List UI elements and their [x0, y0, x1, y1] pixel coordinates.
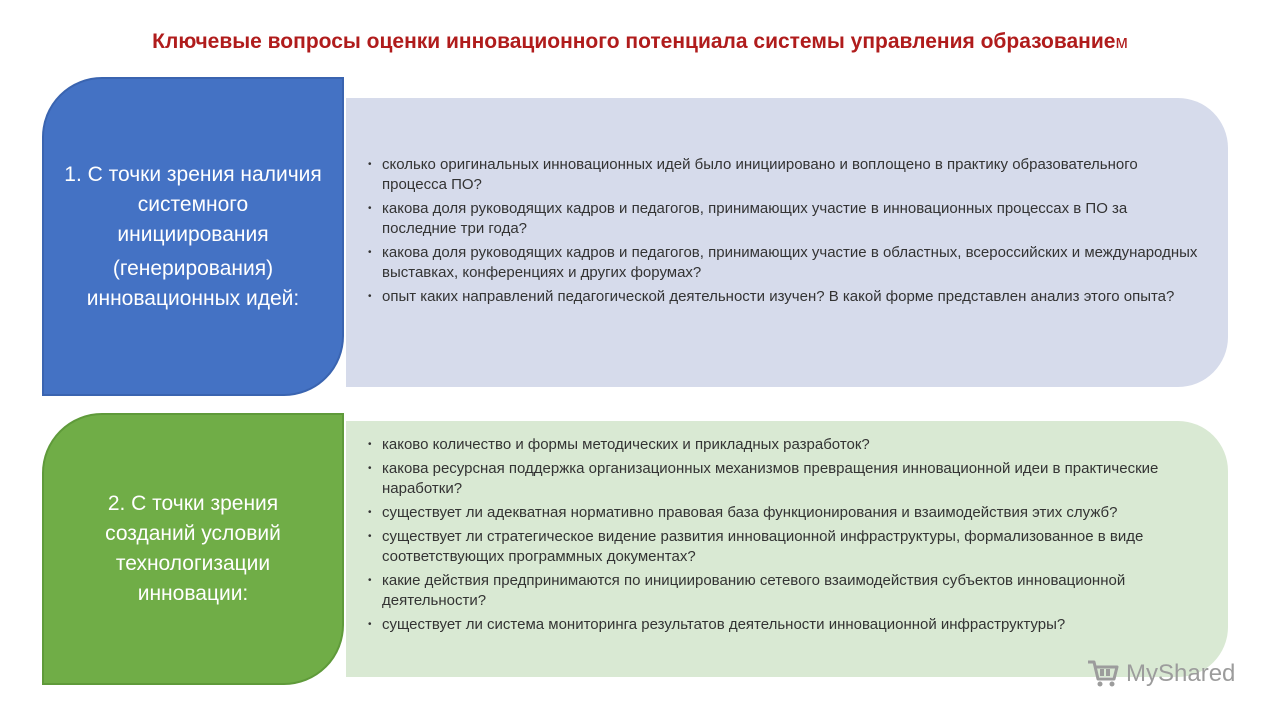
- list-item-text: какова ресурсная поддержка организационных механизмов превращения инновационной идеи в практические наработки?: [382, 460, 1159, 497]
- list-item: [368, 199, 1198, 239]
- bullet-icon: •: [368, 531, 372, 542]
- list-item-text: существует ли стратегическое видение развития инновационной инфраструктуры, формализованное в виде соответствующих программных документах?: [382, 528, 1144, 565]
- watermark-my: My: [1126, 660, 1158, 687]
- list-item-text: существует ли адекватная нормативно правовая база функционирования и взаимодействия этих служб?: [382, 504, 1118, 521]
- list-item-text: опыт каких направлений педагогической деятельности изучен? В какой форме представлен анализ этого опыта?: [382, 288, 1175, 305]
- list-item: [368, 503, 1198, 523]
- list-item: [368, 527, 1198, 567]
- section-1-question-list: [368, 155, 1198, 311]
- list-item-text: каково количество и формы методических и прикладных разработок?: [382, 436, 870, 453]
- slide-title-main: Ключевые вопросы оценки инновационного потенциала системы управления образование: [152, 30, 1116, 53]
- list-item-text: какова доля руководящих кадров и педагогов, принимающих участие в областных, всероссийских и международных выставках, конференциях и других форумах?: [382, 244, 1198, 281]
- section-1-label-line-1: 1. С точки зрения наличия системного инициирования: [64, 162, 322, 246]
- list-item-text: какие действия предпринимаются по инициированию сетевого взаимодействия субъектов инновационной деятельности?: [382, 572, 1126, 609]
- list-item: [368, 435, 1198, 455]
- list-item-text: сколько оригинальных инновационных идей было инициировано и воплощено в практику образовательного процесса ПО?: [382, 156, 1138, 193]
- bullet-icon: •: [368, 507, 372, 518]
- list-item: [368, 571, 1198, 611]
- myshared-watermark: [1086, 656, 1235, 692]
- section-2-label: 2. С точки зрения созданий условий технологизации инновации:: [105, 492, 281, 605]
- bullet-icon: •: [368, 575, 372, 586]
- bullet-icon: •: [368, 203, 372, 214]
- section-1-label-box: [42, 77, 344, 396]
- bullet-icon: •: [368, 619, 372, 630]
- list-item-text: какова доля руководящих кадров и педагогов, принимающих участие в инновационных процессах в ПО за последние три года?: [382, 200, 1128, 237]
- bullet-icon: •: [368, 247, 372, 258]
- cart-logo-icon: [1086, 659, 1120, 689]
- section-2-label-box: [42, 413, 344, 685]
- list-item: [368, 287, 1198, 307]
- watermark-shared: Shared: [1158, 660, 1236, 687]
- slide-title: [0, 28, 1280, 56]
- bullet-icon: •: [368, 159, 372, 170]
- bullet-icon: •: [368, 291, 372, 302]
- list-item: [368, 243, 1198, 283]
- list-item: [368, 155, 1198, 195]
- bullet-icon: •: [368, 439, 372, 450]
- list-item: [368, 615, 1198, 635]
- bullet-icon: •: [368, 463, 372, 474]
- section-1-label-line-2: (генерирования) инновационных идей:: [86, 256, 300, 310]
- list-item-text: существует ли система мониторинга результатов деятельности инновационной инфраструктуры?: [382, 616, 1066, 633]
- slide-title-tail: м: [1115, 32, 1128, 52]
- list-item: [368, 459, 1198, 499]
- section-2-question-list: [368, 435, 1198, 639]
